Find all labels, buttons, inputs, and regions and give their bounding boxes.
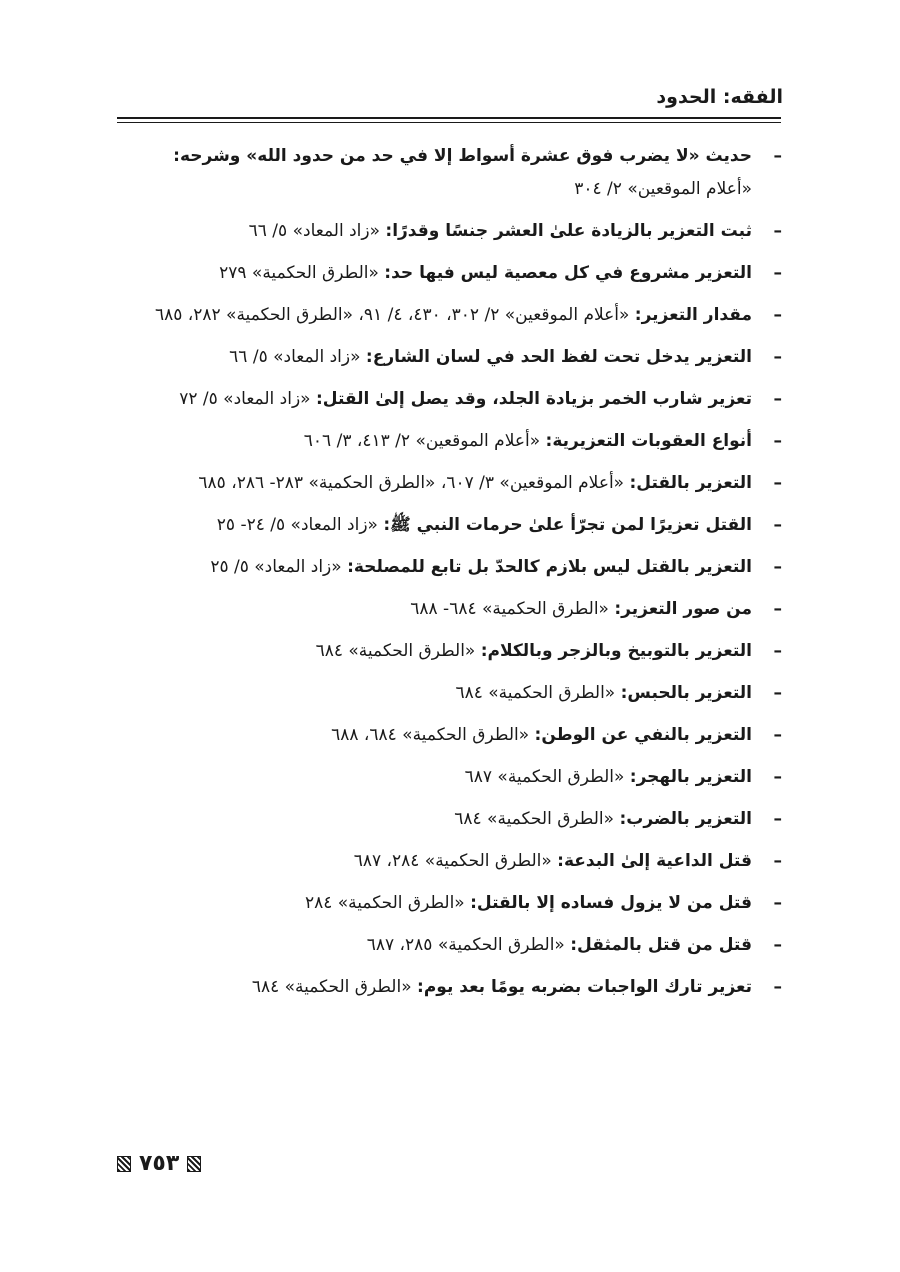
entry-dash: –: [773, 473, 782, 493]
index-entry: [140, 215, 782, 248]
entry-reference: «الطرق الحكمية» ٢٧٩: [219, 263, 379, 283]
entry-reference: «الطرق الحكمية» ٦٨٤: [454, 809, 615, 829]
entry-reference: «أعلام الموقعين» ٢/ ٤١٣، ٣/ ٦٠٦: [303, 431, 541, 451]
entry-reference: «الطرق الحكمية» ٦٨٤- ٦٨٨: [410, 599, 609, 619]
index-entry: [140, 677, 782, 710]
entry-dash: –: [773, 683, 782, 703]
entry-dash: –: [773, 641, 782, 661]
header-divider-thick: [117, 117, 781, 119]
entry-dash: –: [773, 725, 782, 745]
entry-topic: حديث «لا يضرب فوق عشرة أسواط إلا في حد من حدود الله» وشرحه:: [173, 146, 752, 166]
entry-topic: القتل تعزيرًا لمن تجرّأ علىٰ حرمات النبي ﷺ:: [383, 515, 752, 535]
entry-dash: –: [773, 599, 782, 619]
entry-reference: «زاد المعاد» ٥/ ٢٥: [210, 557, 342, 577]
entry-topic: قتل من قتل بالمثقل:: [570, 935, 752, 955]
entry-topic: التعزير بالنفي عن الوطن:: [534, 725, 752, 745]
entry-reference: «الطرق الحكمية» ٦٨٧: [464, 767, 625, 787]
entry-reference: «أعلام الموقعين» ٣/ ٦٠٧، «الطرق الحكمية» ٢٨٣- ٢٨٦، ٦٨٥: [198, 473, 625, 493]
entry-reference: «زاد المعاد» ٥/ ٦٦: [248, 221, 380, 241]
entry-dash: –: [773, 851, 782, 871]
entry-dash: –: [773, 221, 782, 241]
index-entry: [140, 971, 782, 1004]
index-entry: [140, 929, 782, 962]
index-entry: [140, 140, 782, 206]
entry-dash: –: [773, 305, 782, 325]
entry-dash: –: [773, 389, 782, 409]
entry-dash: –: [773, 977, 782, 997]
entry-topic: تعزير شارب الخمر بزيادة الجلد، وقد يصل إلىٰ القتل:: [315, 389, 752, 409]
entry-topic: مقدار التعزير:: [634, 305, 752, 325]
entry-topic: تعزير تارك الواجبات بضربه يومًا بعد يوم:: [417, 977, 752, 997]
entry-topic: التعزير بالتوبيخ وبالزجر وبالكلام:: [480, 641, 752, 661]
entry-topic: قتل من لا يزول فساده إلا بالقتل:: [470, 893, 752, 913]
page-footer: [117, 1152, 201, 1176]
entry-topic: ثبت التعزير بالزيادة علىٰ العشر جنسًا وقدرًا:: [385, 221, 752, 241]
index-entry: [140, 509, 782, 542]
index-entry: [140, 551, 782, 584]
entry-dash: –: [773, 431, 782, 451]
entry-dash: –: [773, 809, 782, 829]
index-entry: [140, 341, 782, 374]
entry-dash: –: [773, 146, 782, 166]
page-title: الفقه: الحدود: [656, 86, 783, 108]
index-entry: [140, 299, 782, 332]
entry-topic: أنواع العقوبات التعزيرية:: [545, 431, 752, 451]
entry-dash: –: [773, 893, 782, 913]
entry-reference: «زاد المعاد» ٥/ ٦٦: [229, 347, 361, 367]
index-entry: [140, 635, 782, 668]
index-entry: [140, 467, 782, 500]
ornament-icon: [117, 1156, 131, 1172]
entry-dash: –: [773, 263, 782, 283]
entry-topic: التعزير بالحبس:: [620, 683, 752, 703]
entry-topic: قتل الداعية إلىٰ البدعة:: [557, 851, 752, 871]
entry-topic: من صور التعزير:: [614, 599, 752, 619]
entry-reference: «الطرق الحكمية» ٢٨٤، ٦٨٧: [353, 851, 552, 871]
index-entry: [140, 383, 782, 416]
entry-reference: «الطرق الحكمية» ٢٨٤: [304, 893, 465, 913]
entry-reference: «الطرق الحكمية» ٦٨٤، ٦٨٨: [331, 725, 530, 745]
index-entry: [140, 761, 782, 794]
entry-topic: التعزير مشروع في كل معصية ليس فيها حد:: [384, 263, 752, 283]
index-entry: [140, 425, 782, 458]
index-entry-list: [140, 140, 782, 1013]
index-entry: [140, 593, 782, 626]
entry-dash: –: [773, 935, 782, 955]
entry-reference: «الطرق الحكمية» ٦٨٤: [251, 977, 412, 997]
entry-dash: –: [773, 347, 782, 367]
entry-reference: «أعلام الموقعين» ٢/ ٣٠٤: [574, 179, 752, 199]
index-entry: [140, 845, 782, 878]
entry-dash: –: [773, 557, 782, 577]
index-entry: [140, 887, 782, 920]
index-entry: [140, 803, 782, 836]
entry-reference: «أعلام الموقعين» ٢/ ٣٠٢، ٤٣٠، ٤/ ٩١، «الطرق الحكمية» ٢٨٢، ٦٨٥: [154, 305, 630, 325]
entry-reference: «الطرق الحكمية» ٦٨٤: [455, 683, 616, 703]
ornament-icon: [187, 1156, 201, 1172]
entry-reference: «الطرق الحكمية» ٢٨٥، ٦٨٧: [366, 935, 565, 955]
entry-dash: –: [773, 767, 782, 787]
entry-reference: «الطرق الحكمية» ٦٨٤: [315, 641, 476, 661]
entry-topic: التعزير يدخل تحت لفظ الحد في لسان الشارع:: [365, 347, 752, 367]
index-entry: [140, 257, 782, 290]
entry-topic: التعزير بالهجر:: [629, 767, 752, 787]
entry-topic: التعزير بالضرب:: [619, 809, 752, 829]
index-entry: [140, 719, 782, 752]
header-divider-thin: [117, 122, 781, 123]
entry-reference: «زاد المعاد» ٥/ ٢٤- ٢٥: [216, 515, 378, 535]
entry-topic: التعزير بالقتل ليس بلازم كالحدّ بل تابع للمصلحة:: [347, 557, 752, 577]
page-number: ٧٥٣: [139, 1151, 180, 1176]
entry-topic: التعزير بالقتل:: [629, 473, 752, 493]
entry-dash: –: [773, 515, 782, 535]
entry-reference: «زاد المعاد» ٥/ ٧٢: [179, 389, 311, 409]
